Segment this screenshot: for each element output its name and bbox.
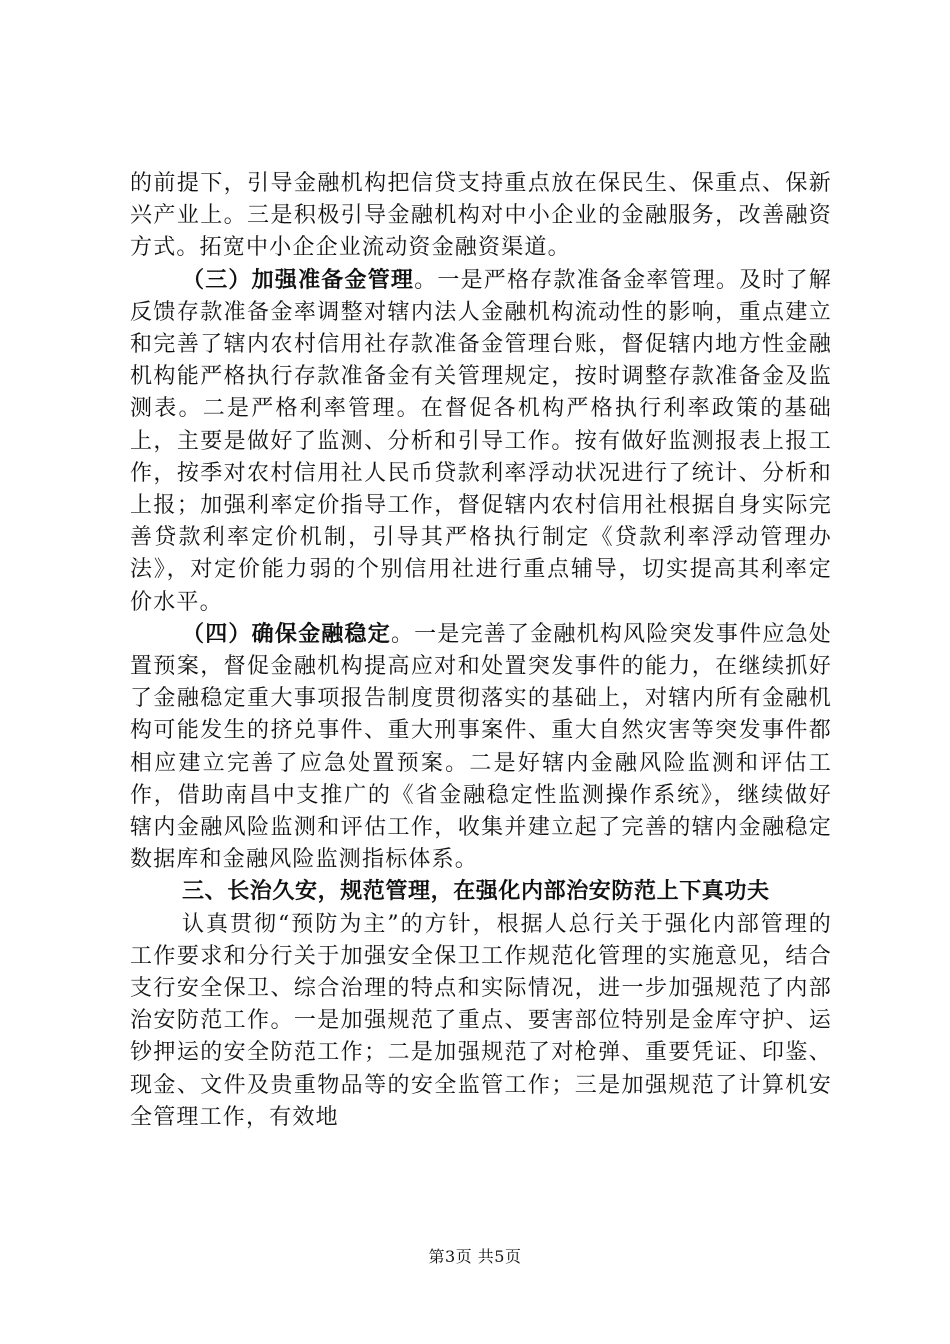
paragraph-financial-stability [130,619,832,877]
page-footer [0,1244,950,1267]
paragraph-text: 。一是严格存款准备金率管理。及时了解反馈存款准备金率调整对辖内法人金融机构流动性的影响，重点建立和完善了辖内农村信用社存款准备金管理台账，督促辖内地方性金融机构能严格执行存款准备金有关管理规定，按时调整存款准备金及监测表。二是严格利率管理。在督促各机构严格执行利率政策的基础上，主要是做好了监测、分析和引导工作。按有做好监测报表上报工作，按季对农村信用社人民币贷款利率浮动状况进行了统计、分析和上报；加强利率定价指导工作，督促辖内农村信用社根据自身实际完善贷款利率定价机制，引导其严格执行制定《贷款利率浮动管理办法》，对定价能力弱的个别信用社进行重点辅导，切实提高其利率定价水平。 [130,267,832,615]
paragraph-security [130,909,832,1134]
paragraph-text: 的前提下，引导金融机构把信贷支持重点放在保民生、保重点、保新兴产业上。三是积极引导金融机构对中小企业的金融服务，改善融资方式。拓宽中小企企业流动资金融资渠道。 [130,171,832,261]
paragraph-text: 。一是完善了金融机构风险突发事件应急处置预案，督促金融机构提高应对和处置突发事件的能力，在继续抓好了金融稳定重大事项报告制度贯彻落实的基础上，对辖内所有金融机构可能发生的挤兑事件、重大刑事案件、重大自然灾害等突发事件都相应建立完善了应急处置预案。二是好辖内金融风险监测和评估工作，借助南昌中支推广的《省金融稳定性监测操作系统》，继续做好辖内金融风险监测和评估工作，收集并建立起了完善的辖内金融稳定数据库和金融风险监测指标体系。 [130,621,832,873]
paragraph-reserve-management [130,265,832,619]
sub-heading-reserve: （三）加强准备金管理 [182,267,415,293]
body-text [130,168,832,1134]
paragraph-text: 认真贯彻“预防为主”的方针，根据人总行关于强化内部管理的工作要求和分行关于加强安全保卫工作规范化管理的实施意见，结合支行安全保卫、综合治理的特点和实际情况，进一步加强规范了内部治安防范工作。一是加强规范了重点、要害部位特别是金库守护、运钞押运的安全防范工作；二是加强规范了对枪弹、重要凭证、印鉴、现金、文件及贵重物品等的安全监管工作；三是加强规范了计算机安全管理工作，有效地 [130,911,832,1130]
sub-heading-stability: （四）确保金融稳定 [182,621,391,647]
section-heading-3: 三、长治久安，规范管理，在强化内部治安防范上下真功夫 [182,879,770,905]
paragraph-continuation [130,168,832,265]
page-number: 第3页 共5页 [428,1247,522,1266]
